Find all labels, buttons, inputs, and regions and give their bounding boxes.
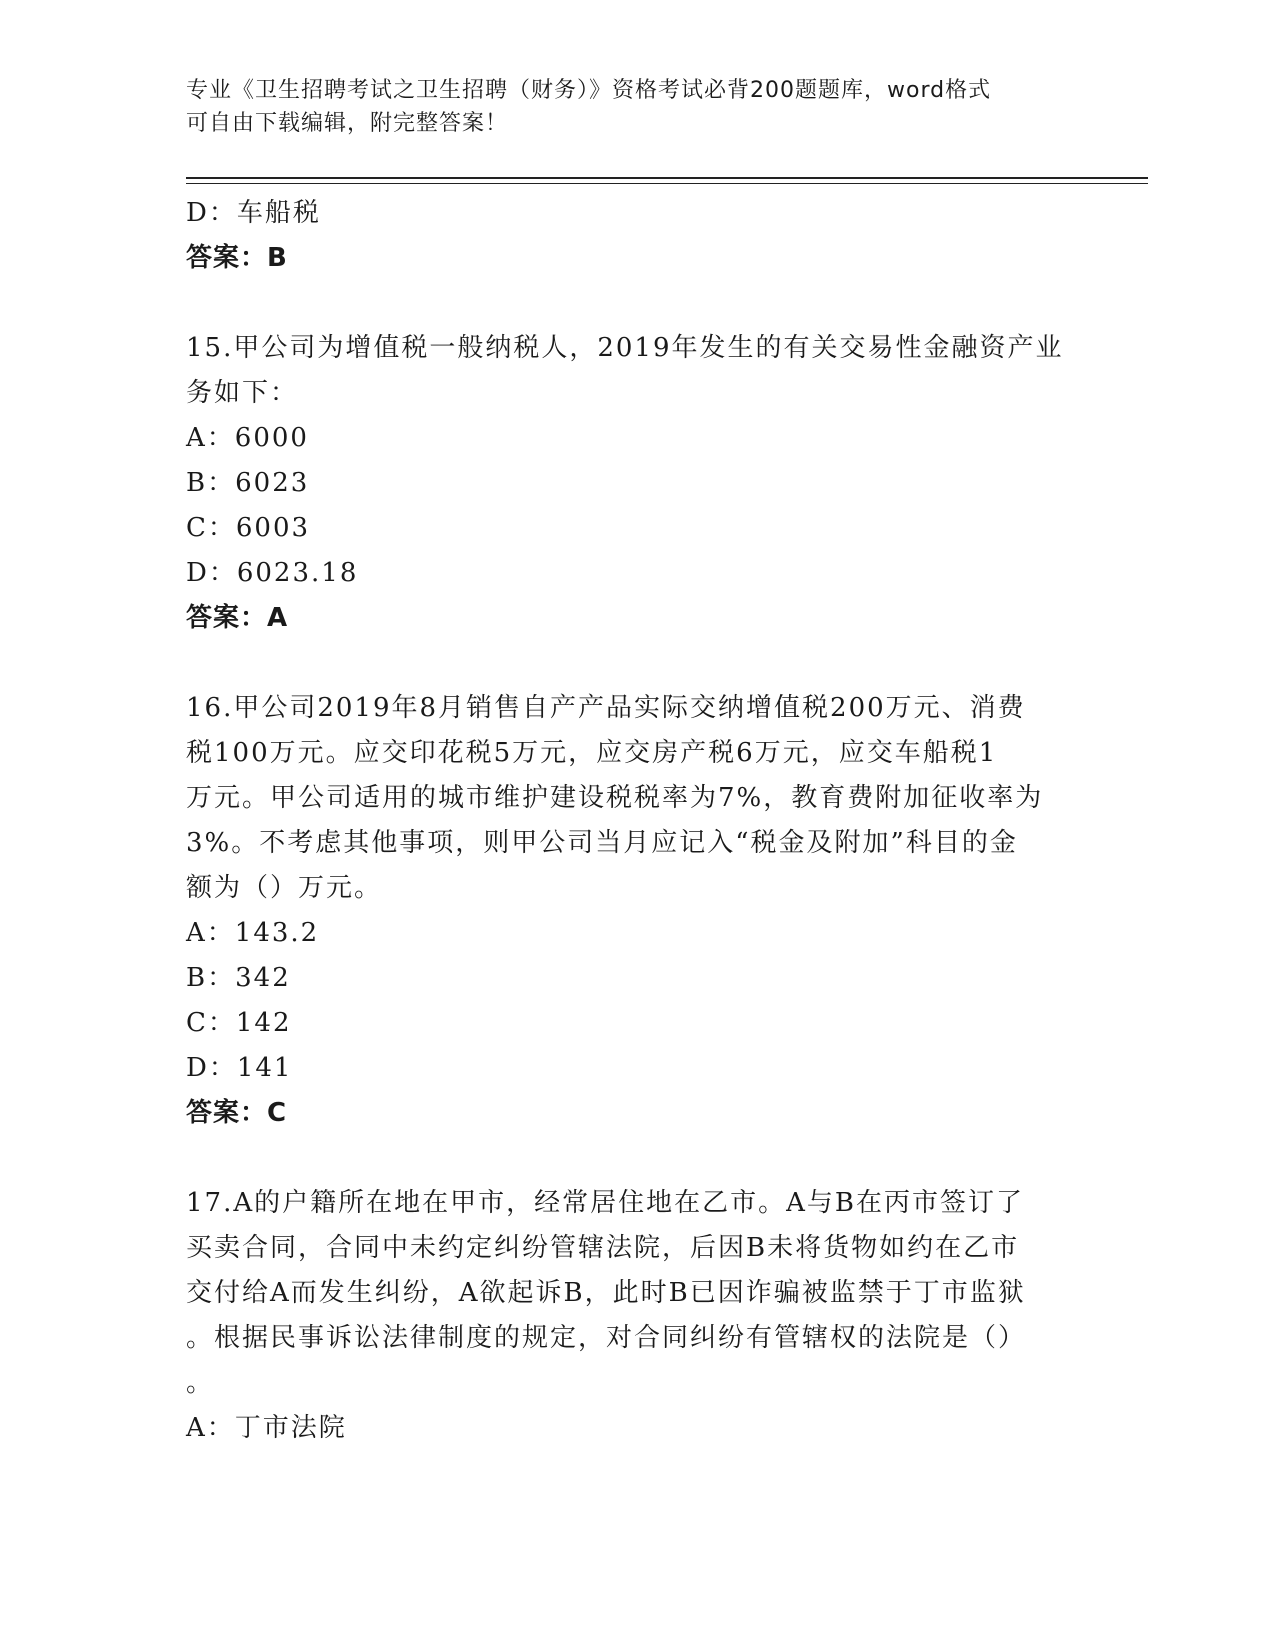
question-15-option-d: D：6023.18 bbox=[186, 558, 359, 588]
question-15-line-1: 15.甲公司为增值税一般纳税人，2019年发生的有关交易性金融资产业 bbox=[186, 333, 1064, 363]
question-17-line-1: 17.A的户籍所在地在甲市，经常居住地在乙市。A与B在丙市签订了 bbox=[186, 1188, 1025, 1218]
prev-answer: 答案：B bbox=[186, 243, 288, 273]
question-17-line-2: 买卖合同，合同中未约定纠纷管辖法院，后因B未将货物如约在乙市 bbox=[186, 1233, 1020, 1263]
question-16-line-4: 3%。不考虑其他事项，则甲公司当月应记入“税金及附加”科目的金 bbox=[186, 828, 1018, 858]
question-15-option-b: B：6023 bbox=[186, 468, 310, 498]
question-16-option-a: A：143.2 bbox=[186, 918, 320, 948]
question-17-option-a: A：丁市法院 bbox=[186, 1413, 347, 1443]
header-line-2: 可自由下载编辑，附完整答案！ bbox=[186, 111, 509, 136]
question-17-line-4: 。根据民事诉讼法律制度的规定，对合同纠纷有管辖权的法院是（） bbox=[186, 1323, 1027, 1353]
header-line-1: 专业《卫生招聘考试之卫生招聘（财务）》资格考试必背200题题库，word格式 bbox=[186, 78, 992, 103]
question-16-line-5: 额为（）万元。 bbox=[186, 873, 383, 903]
question-16 bbox=[186, 686, 1086, 1136]
spacer bbox=[186, 641, 1086, 686]
question-16-line-1: 16.甲公司2019年8月销售自产产品实际交纳增值税200万元、消费 bbox=[186, 693, 1026, 723]
header-rule-thick bbox=[186, 177, 1148, 179]
question-16-line-2: 税100万元。应交印花税5万元，应交房产税6万元，应交车船税1 bbox=[186, 738, 998, 768]
question-16-option-b: B：342 bbox=[186, 963, 291, 993]
question-17-line-3: 交付给A而发生纠纷，A欲起诉B，此时B已因诈骗被监禁于丁市监狱 bbox=[186, 1278, 1026, 1308]
question-15-option-c: C：6003 bbox=[186, 513, 311, 543]
question-16-line-3: 万元。甲公司适用的城市维护建设税税率为7%，教育费附加征收率为 bbox=[186, 783, 1044, 813]
question-17 bbox=[186, 1181, 1086, 1451]
spacer bbox=[186, 281, 1086, 326]
question-15-line-2: 务如下： bbox=[186, 378, 299, 408]
question-15 bbox=[186, 326, 1086, 641]
question-15-answer: 答案：A bbox=[186, 603, 289, 633]
document-header bbox=[186, 74, 1066, 140]
question-16-answer: 答案：C bbox=[186, 1098, 288, 1128]
question-16-option-d: D：141 bbox=[186, 1053, 293, 1083]
prev-option-d: D：车船税 bbox=[186, 198, 321, 228]
question-15-option-a: A：6000 bbox=[186, 423, 309, 453]
spacer bbox=[186, 1136, 1086, 1181]
header-rule-thin bbox=[186, 183, 1148, 184]
question-17-line-5: 。 bbox=[186, 1368, 215, 1398]
question-16-option-c: C：142 bbox=[186, 1008, 292, 1038]
question-content bbox=[186, 191, 1086, 1451]
